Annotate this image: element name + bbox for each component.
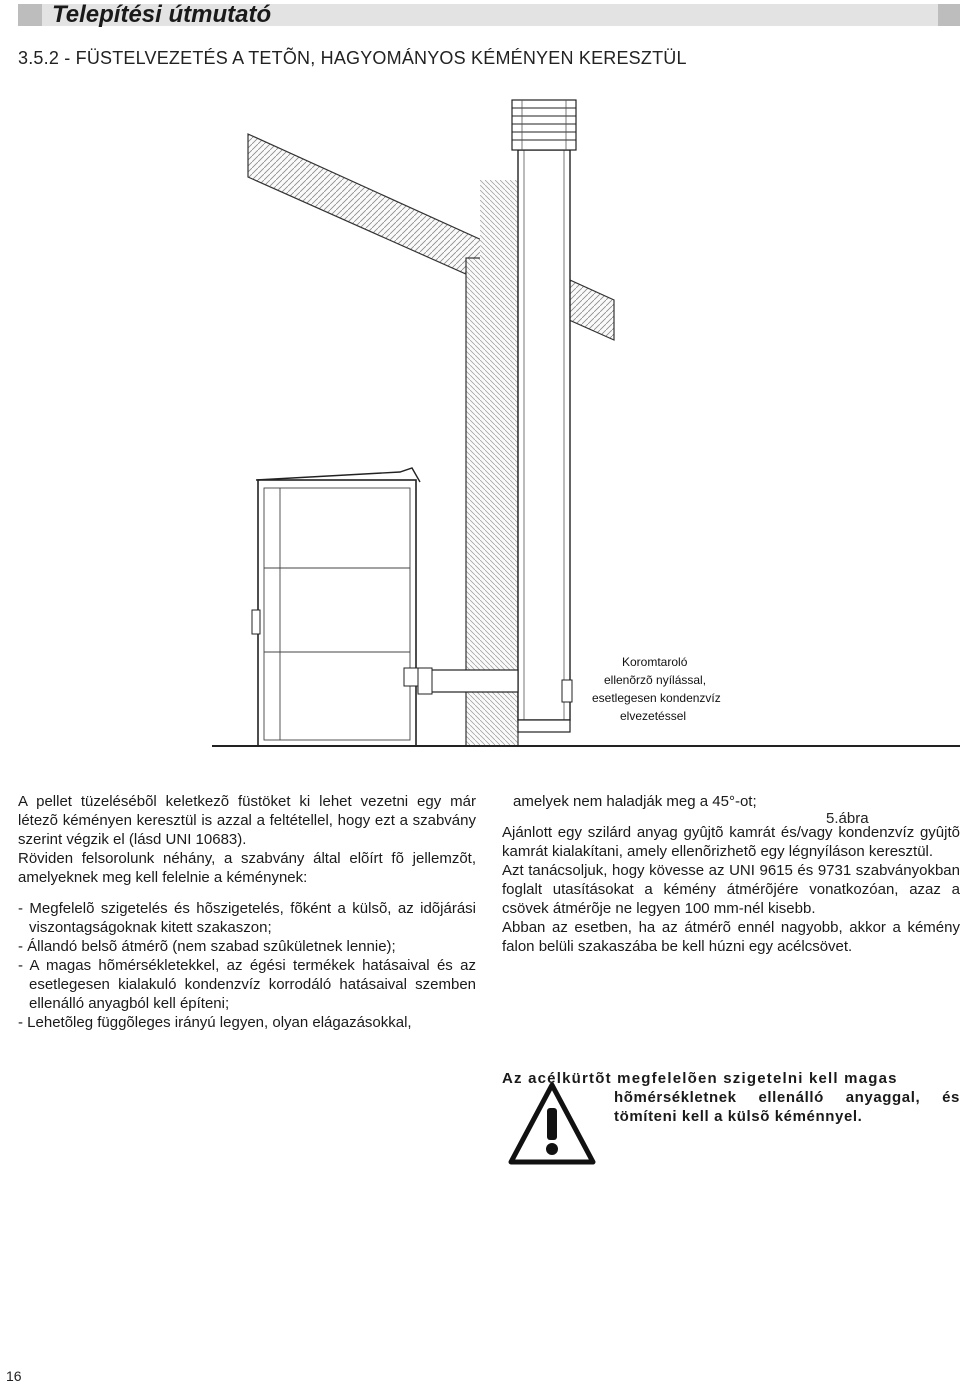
inspection-note (592, 655, 721, 723)
chamber-paragraph: Ajánlott egy szilárd anyag gyûjtõ kamrát és/vagy kondenzvíz gyûjtõ kamrát kialakítani, amely ellenõrizhetõ egy légnyíláson keresztül. (502, 824, 960, 860)
requirement-item: - A magas hõmérsékletekkel, az égési termékek hatásaival és az esetlegesen kialakuló kondenzvíz korrodáló hatásaival szemben ellenálló anyagból kell építeni; (18, 957, 476, 1012)
inspection-door (562, 680, 572, 702)
warning-rest: hõmérsékletnek ellenálló anyaggal, és tömíteni kell a külsõ kéménnyel. (614, 1089, 960, 1125)
requirements-intro: Röviden felsorolunk néhány, a szabvány által elõírt fõ jellemzõt, amelyeknek meg kell felelnie a kéménynek: (18, 850, 476, 886)
steel-pipe-paragraph: Abban az esetben, ha az átmérõ ennél nagyobb, akkor a kémény falon belüli szakaszába be kell húzni egy acélcsövet. (502, 919, 960, 955)
figure-caption: 5.ábra (826, 810, 869, 827)
requirement-item: - Lehetõleg függõleges irányú legyen, olyan elágazásokkal, (18, 1014, 412, 1031)
note-line: ellenõrzõ nyílással, (604, 673, 707, 687)
page-number: 16 (6, 1368, 22, 1384)
continuation-text: amelyek nem haladják meg a 45°-ot; (513, 793, 757, 810)
warning-line1: Az acélkürtõt megfelelõen szigetelni kell magas (502, 1070, 898, 1087)
pellet-stove (252, 468, 420, 746)
requirement-item: - Állandó belsõ átmérõ (nem szabad szûkületnek lennie); (18, 938, 396, 955)
requirement-item: - Megfelelõ szigetelés és hõszigetelés, fõként a külsõ, az idõjárási viszontagságoknak kitett szakaszon; (18, 900, 476, 936)
connector-pipe (418, 670, 518, 692)
flue-pipe (518, 150, 570, 720)
note-line: elvezetéssel (620, 709, 687, 723)
chimney-cap (512, 100, 576, 150)
section-heading: 3.5.2 - FÜSTELVEZETÉS A TETÕN, HAGYOMÁNYOS KÉMÉNYEN KERESZTÜL (18, 48, 687, 68)
left-column (18, 792, 476, 1032)
page-title: Telepítési útmutató (52, 1, 272, 28)
standards-paragraph: Azt tanácsoljuk, hogy kövesse az UNI 9615 és 9731 szabványokban foglalt utasításokat a kémény átmérõjére vonatkozóan, azaz a csövek átmérõje ne legyen 100 mm-nél kisebb. (502, 862, 960, 917)
warning-note (502, 1069, 960, 1126)
note-line: esetlegesen kondenzvíz (592, 691, 721, 705)
note-line: Koromtaroló (622, 655, 688, 669)
header-marker (18, 4, 42, 26)
flue-diagram (0, 90, 960, 760)
intro-paragraph: A pellet tüzelésébõl keletkezõ füstöket ki lehet vezetni egy már létezõ kéményen keresztül is azzal a feltétellel, hogy ezt a szabvány szerint végzik el (lásd UNI 10683). (18, 793, 476, 848)
header-endcap (938, 4, 960, 26)
right-column (502, 792, 960, 956)
